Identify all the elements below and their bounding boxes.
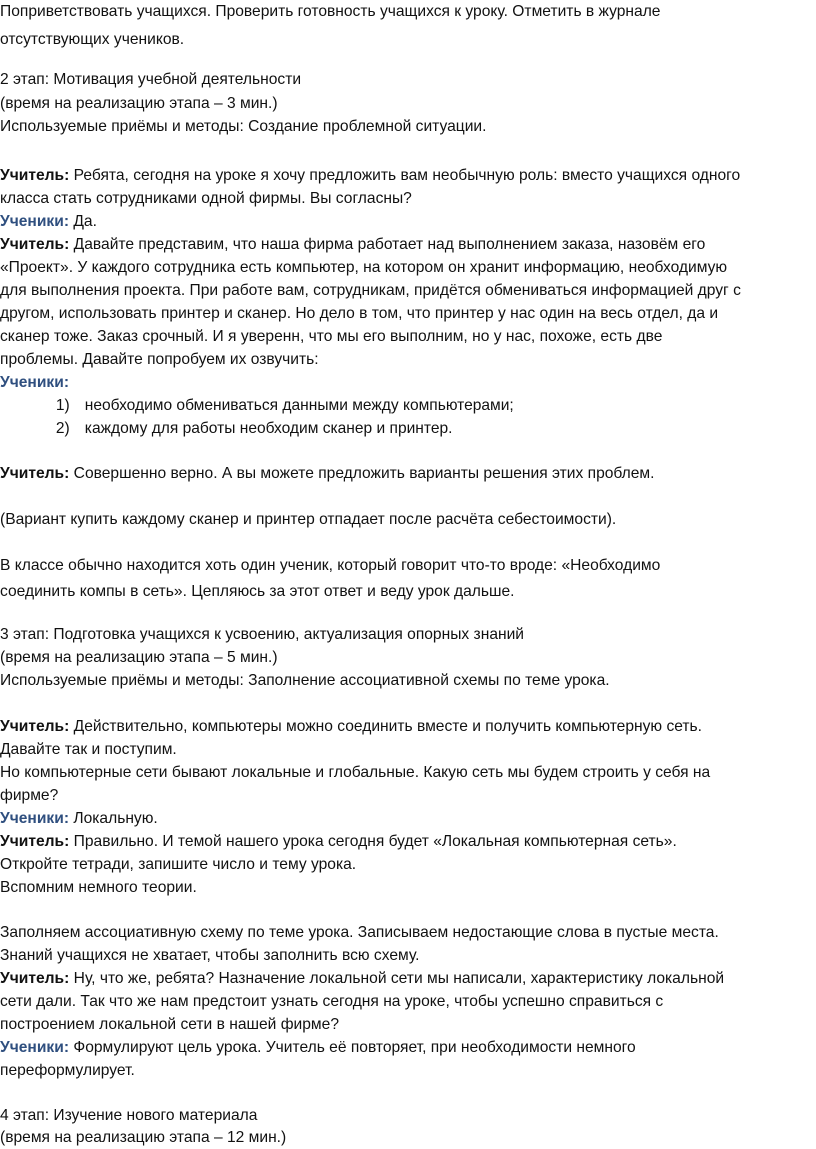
teacher-speech: Ребята, сегодня на уроке я хочу предложить вам необычную роль: вместо учащихся одного: [69, 167, 741, 184]
text-line: Давайте так и поступим.: [0, 741, 177, 758]
stage-heading: 3 этап: Подготовка учащихся к усвоению, актуализация опорных знаний: [0, 626, 525, 643]
text-line: Заполняем ассоциативную схему по теме урока. Записываем недостающие слова в пустые места.: [0, 924, 719, 941]
teacher-line: [0, 164, 740, 187]
teacher-speech: Совершенно верно. А вы можете предложить варианты решения этих проблем.: [69, 465, 655, 482]
text-line: другом, использовать принтер и сканер. Но дело в том, что принтер у нас один на весь отдел, да и: [0, 305, 719, 322]
students-speech: Да.: [69, 213, 97, 230]
teacher-label: Учитель:: [0, 167, 70, 184]
text-line: отсутствующих учеников.: [0, 31, 185, 48]
text-line: Откройте тетради, запишите число и тему урока.: [0, 856, 357, 873]
stage-heading: 2 этап: Мотивация учебной деятельности: [0, 71, 302, 88]
students-label: Ученики:: [0, 810, 70, 827]
teacher-speech: Правильно. И темой нашего урока сегодня будет «Локальная компьютерная сеть».: [69, 833, 677, 850]
stage-time: (время на реализацию этапа – 12 мин.): [0, 1129, 287, 1146]
text-line: построением локальной сети в нашей фирме?: [0, 1016, 339, 1033]
teacher-label: Учитель:: [0, 236, 70, 253]
teacher-line: [0, 715, 702, 738]
list-number: 1): [55, 397, 70, 414]
stage-methods: Используемые приёмы и методы: Создание проблемной ситуации.: [0, 118, 487, 135]
students-line: [0, 807, 158, 830]
students-line: [0, 210, 97, 233]
list-text: каждому для работы необходим сканер и принтер.: [84, 420, 453, 437]
text-line: В классе обычно находится хоть один ученик, который говорит что-то вроде: «Необходимо: [0, 557, 661, 574]
students-label: Ученики:: [0, 374, 70, 391]
stage-methods: Используемые приёмы и методы: Заполнение ассоциативной схемы по теме урока.: [0, 672, 610, 689]
text-line: для выполнения проекта. При работе вам, сотрудникам, придётся обмениваться информацией друг с: [0, 282, 741, 299]
text-line: Но компьютерные сети бывают локальные и глобальные. Какую сеть мы будем строить у себя на: [0, 764, 711, 781]
text-line: соединить компы в сеть». Цепляюсь за этот ответ и веду урок дальше.: [0, 583, 515, 600]
teacher-speech: Ну, что же, ребята? Назначение локальной сети мы написали, характеристику локальной: [69, 970, 725, 987]
text-line: сканер тоже. Заказ срочный. И я уверенн, что мы его выполним, но у нас, похоже, есть две: [0, 328, 663, 345]
teacher-line: [0, 967, 724, 990]
stage-time: (время на реализацию этапа – 5 мин.): [0, 649, 278, 666]
students-line: [0, 1036, 636, 1059]
teacher-label: Учитель:: [0, 970, 70, 987]
text-line: сети дали. Так что же нам предстоит узнать сегодня на уроке, чтобы успешно справиться с: [0, 993, 664, 1010]
text-line: класса стать сотрудниками одной фирмы. Вы согласны?: [0, 190, 412, 207]
text-line: переформулирует.: [0, 1062, 135, 1079]
text-line: «Проект». У каждого сотрудника есть компьютер, на котором он хранит информацию, необходимую: [0, 259, 728, 276]
teacher-label: Учитель:: [0, 465, 70, 482]
teacher-speech: Действительно, компьютеры можно соединить вместе и получить компьютерную сеть.: [69, 718, 703, 735]
teacher-label: Учитель:: [0, 718, 70, 735]
students-line: [0, 371, 69, 394]
students-label: Ученики:: [0, 213, 70, 230]
teacher-speech: Давайте представим, что наша фирма работает над выполнением заказа, назовём его: [69, 236, 706, 253]
students-speech: Формулируют цель урока. Учитель её повторяет, при необходимости немного: [69, 1039, 636, 1056]
students-label: Ученики:: [0, 1039, 70, 1056]
text-line: Поприветствовать учащихся. Проверить готовность учащихся к уроку. Отметить в журнале: [0, 3, 661, 20]
stage-heading: 4 этап: Изучение нового материала: [0, 1107, 258, 1124]
text-line: Знаний учащихся не хватает, чтобы заполнить всю схему.: [0, 947, 420, 964]
teacher-label: Учитель:: [0, 833, 70, 850]
students-speech: Локальную.: [69, 810, 158, 827]
teacher-line: [0, 830, 677, 853]
teacher-line: [0, 462, 654, 485]
teacher-line: [0, 233, 705, 256]
text-line: фирме?: [0, 787, 59, 804]
text-line: Вспомним немного теории.: [0, 879, 197, 896]
text-line: проблемы. Давайте попробуем их озвучить:: [0, 351, 319, 368]
text-line: (Вариант купить каждому сканер и принтер отпадает после расчёта себестоимости).: [0, 511, 617, 528]
list-text: необходимо обмениваться данными между компьютерами;: [84, 397, 514, 414]
list-number: 2): [55, 420, 70, 437]
stage-time: (время на реализацию этапа – 3 мин.): [0, 95, 278, 112]
